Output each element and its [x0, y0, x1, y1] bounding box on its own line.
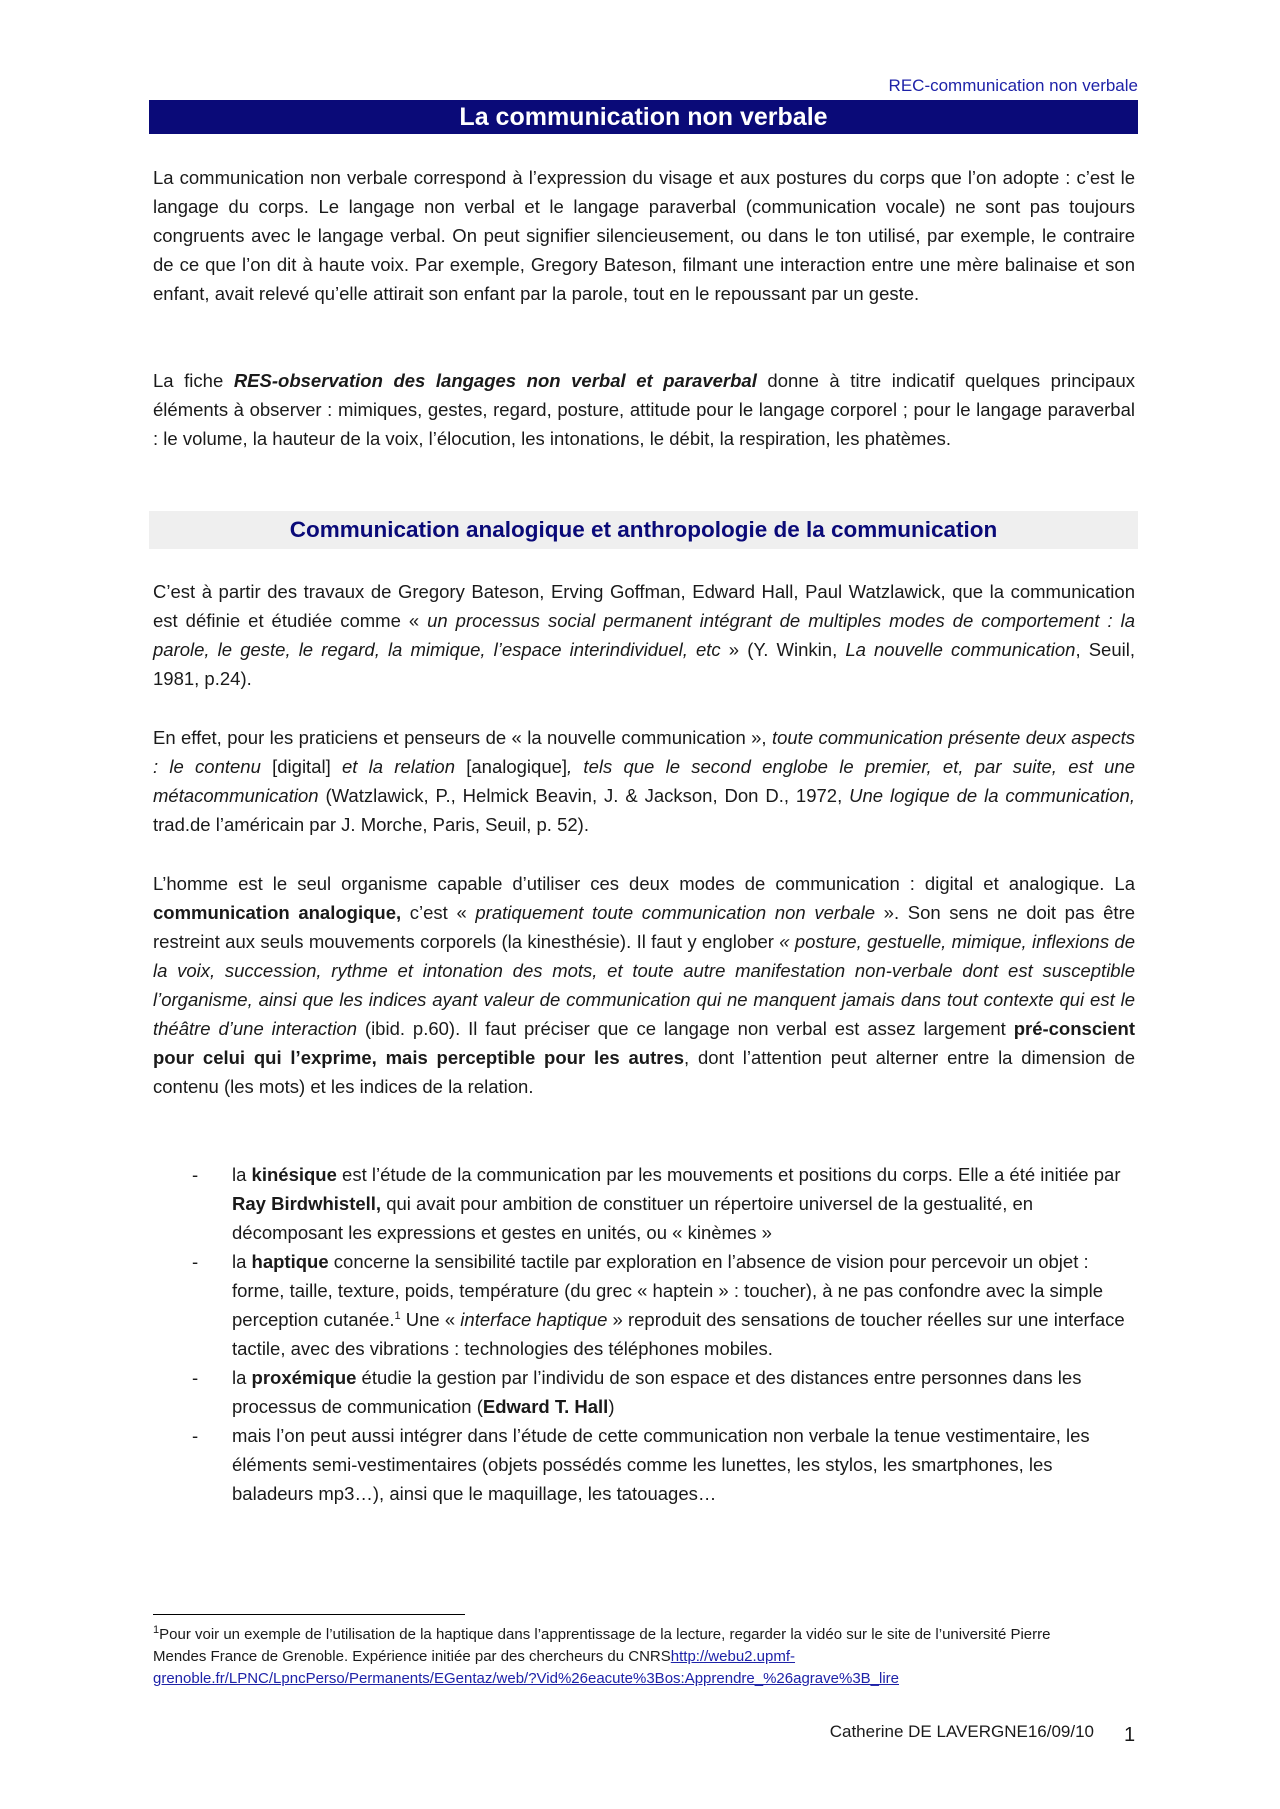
- bullet-list: [188, 1160, 1128, 1508]
- intro-paragraph-1: [153, 163, 1135, 308]
- p3-text-c: » (Y. Winkin,: [720, 639, 846, 660]
- b2-text-c: concerne la sensibilité tactile par exploration en l’absence de vision pour percevoir un objet : forme, taille, texture, poids, température (du grec « haptein » : toucher), à ne pas confondre avec la simple perception cutanée.: [232, 1251, 1103, 1330]
- bullet-dash: -: [192, 1251, 199, 1272]
- intro-text-2b: donne à titre indicatif quelques principaux éléments à observer : mimiques, gestes, regard, posture, attitude pour le langage corporel ; pour le langage paraverbal : le volume, la hauteur de la voix, l’élocution, les intonations, le débit, la respiration, les phatèmes.: [153, 370, 1136, 449]
- b2-text-a: la: [232, 1251, 252, 1272]
- p4-text-i: trad.de l’américain par J. Morche, Paris, Seuil, p. 52).: [153, 814, 589, 835]
- b3-text-a: la: [232, 1367, 252, 1388]
- b2-text-f: » reproduit des sensations de toucher réelles sur une interface tactile, avec des vibrations : technologies des téléphones mobiles.: [232, 1309, 1125, 1359]
- intro-paragraph-2: [153, 366, 1135, 453]
- bullet-dash: -: [192, 1425, 199, 1446]
- name-hall: Edward T. Hall: [482, 1396, 609, 1417]
- section-heading: Communication analogique et anthropologie de la communication: [149, 511, 1138, 549]
- term-haptique: haptique: [251, 1251, 329, 1272]
- header-reference: REC-communication non verbale: [888, 76, 1138, 95]
- paragraph-5: [153, 869, 1135, 1101]
- p5-text-g: (ibid. p.60). Il faut préciser que ce langage non verbal est assez largement: [357, 1018, 1014, 1039]
- page-number: 1: [1124, 1724, 1136, 1746]
- b2-italic-e: interface haptique: [460, 1309, 608, 1330]
- list-item-kinesique: [188, 1160, 1128, 1247]
- p5-text-a: L’homme est le seul organisme capable d’utiliser ces deux modes de communication : digital et analogique. La: [153, 873, 1135, 894]
- b2-text-d: Une «: [400, 1309, 461, 1330]
- footnote: [153, 1624, 1093, 1690]
- b1-text-e: qui avait pour ambition de constituer un répertoire universel de la gestualité, en décomposant les expressions et gestes en unités, ou « kinèmes »: [232, 1193, 1034, 1243]
- paragraph-4: [153, 723, 1135, 839]
- p5-text-e: ». Son sens ne doit pas être restreint aux seuls mouvements corporels (la kinesthésie). Il faut y englober: [153, 902, 1136, 952]
- footnote-link[interactable]: http://webu2.upmf-grenoble.fr/LPNC/LpncPerso/Permanents/EGentaz/web/?Vid%26eacute%3Bos:Apprendre_%26agrave%3B_lire: [153, 1648, 900, 1687]
- name-birdwhistell: Ray Birdwhistell,: [232, 1193, 382, 1214]
- intro-text-2a: La fiche: [153, 370, 234, 391]
- p4-text-a: En effet, pour les praticiens et penseurs de « la nouvelle communication »,: [153, 727, 772, 748]
- b3-text-e: ): [608, 1396, 615, 1417]
- p3-quote: un processus social permanent intégrant de multiples modes de comportement : la parole, le geste, le regard, la mimique, l’espace interindividuel, etc: [153, 610, 1135, 660]
- p5-bold-b: communication analogique,: [153, 902, 402, 923]
- bullet-dash: -: [192, 1367, 199, 1388]
- page-title: La communication non verbale: [149, 100, 1138, 134]
- p4-italic-d: et la relation: [341, 756, 455, 777]
- p5-text-i: , dont l’attention peut alterner entre la dimension de contenu (les mots) et les indices de la relation.: [153, 1047, 1135, 1097]
- p3-text-e: , Seuil, 1981, p.24).: [153, 639, 1135, 689]
- b3-text-c: étudie la gestion par l’individu de son espace et des distances entre personnes dans les processus de communication (: [232, 1367, 1082, 1417]
- intro-text-1: La communication non verbale correspond à l’expression du visage et aux postures du corps que l’on adopte : c’est le langage du corps. Le langage non verbal et le langage paraverbal (communication vocale) ne sont pas toujours congruents avec le langage verbal. On peut signifier silencieusement, ou dans le ton utilisé, par exemple, le contraire de ce que l’on dit à haute voix. Par exemple, Gregory Bateson, filmant une interaction entre une mère balinaise et son enfant, avait relevé qu’elle attirait son enfant par la parole, tout en le repoussant par un geste.: [153, 167, 1135, 304]
- footnote-marker: 1: [153, 1624, 160, 1636]
- p4-book-title: Une logique de la communication,: [849, 785, 1135, 806]
- footnote-reference[interactable]: 1: [394, 1309, 401, 1322]
- res-sheet-reference: RES-observation des langages non verbal et paraverbal: [233, 370, 757, 391]
- footnote-divider: [153, 1614, 465, 1615]
- p5-text-c: c’est «: [401, 902, 476, 923]
- p5-bold-h: pré-conscient pour celui qui l’exprime, mais perceptible pour les autres: [153, 1018, 1135, 1068]
- p5-italic-f: « posture, gestuelle, mimique, inflexions de la voix, succession, rythme et intonation des mots, et toute autre manifestation non-verbale dont est susceptible l’organisme, ainsi que les indices ayant valeur de communication qui ne manquent jamais dans tout contexte qui est le théâtre d’une interaction: [153, 931, 1136, 1039]
- list-item-haptique: [188, 1247, 1128, 1363]
- footer-author-date: Catherine DE LAVERGNE16/09/10: [829, 1722, 1094, 1741]
- b1-text-c: est l’étude de la communication par les mouvements et positions du corps. Elle a été initiée par: [336, 1164, 1121, 1185]
- p4-italic-f: , tels que le second englobe le premier, et, par suite, est une métacommunication: [153, 756, 1135, 806]
- p4-text-g: (Watzlawick, P., Helmick Beavin, J. & Jackson, Don D., 1972,: [318, 785, 850, 806]
- list-item-proxemique: [188, 1363, 1128, 1421]
- p4-text-e: [analogique]: [454, 756, 568, 777]
- p3-text-a: C’est à partir des travaux de Gregory Bateson, Erving Goffman, Edward Hall, Paul Watzlawick, que la communication est définie et étudiée comme «: [153, 581, 1135, 631]
- p5-italic-d: pratiquement toute communication non verbale: [475, 902, 876, 923]
- b1-text-a: la: [232, 1164, 252, 1185]
- p4-text-c: [digital]: [260, 756, 342, 777]
- term-kinesique: kinésique: [251, 1164, 337, 1185]
- list-item-vestimentaire: [188, 1421, 1128, 1508]
- term-proxemique: proxémique: [251, 1367, 357, 1388]
- footnote-text: Pour voir un exemple de l’utilisation de la haptique dans l’apprentissage de la lecture, regarder la vidéo sur le site de l’université Pierre Mendes France de Grenoble. Expérience initiée par des chercheurs du CNRS: [153, 1626, 1051, 1665]
- p4-italic-b: toute communication présente deux aspects : le contenu: [153, 727, 1135, 777]
- b4-text: mais l’on peut aussi intégrer dans l’étude de cette communication non verbale la tenue vestimentaire, les éléments semi-vestimentaires (objets possédés comme les lunettes, les stylos, les smartphones, les baladeurs mp3…), ainsi que le maquillage, les tatouages…: [232, 1425, 1090, 1504]
- paragraph-3: [153, 577, 1135, 693]
- bullet-dash: -: [192, 1164, 199, 1185]
- p3-book-title: La nouvelle communication: [845, 639, 1076, 660]
